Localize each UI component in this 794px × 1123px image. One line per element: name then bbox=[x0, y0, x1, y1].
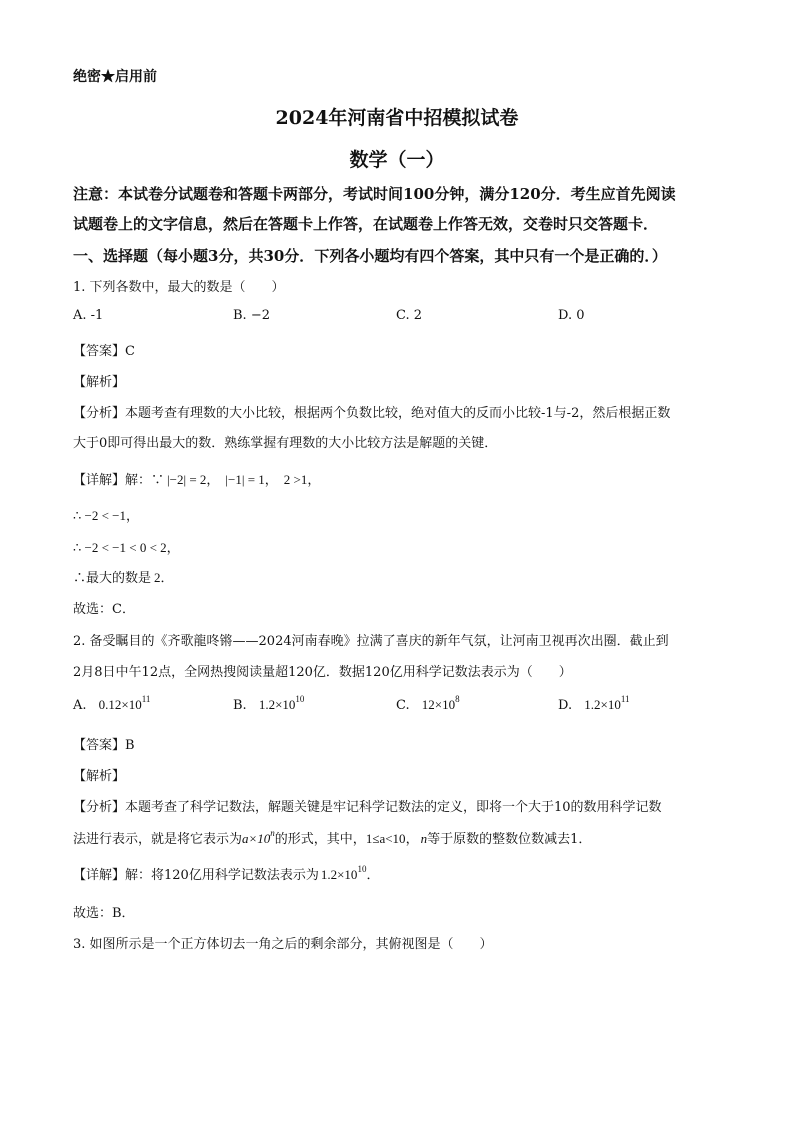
fenxi-text: ， bbox=[405, 832, 419, 847]
result-base: 1.2×10 bbox=[320, 867, 358, 882]
q1-step-3 bbox=[73, 567, 174, 586]
option-label: B. bbox=[233, 698, 247, 713]
question-2-stem-line-2: 2月8日中午12点，全网热搜阅读量超120亿．数据120亿用科学记数法表示为（ ） bbox=[73, 665, 572, 680]
sci-form bbox=[242, 828, 275, 846]
exam-subtitle: 数学（一） bbox=[349, 149, 445, 171]
option-label: D. bbox=[558, 698, 573, 713]
option-value bbox=[98, 694, 151, 712]
q2-option-c bbox=[396, 694, 460, 713]
fenxi-text: 本题考查有理数的大小比较，根据两个负数比较，绝对值大的反而小比较-1与-2，然后根据正数 bbox=[125, 406, 671, 421]
option-exponent: 8 bbox=[455, 694, 460, 704]
q1-answer-value: C bbox=[125, 344, 135, 359]
fenxi-text: 等于原数的整数位数减去1． bbox=[427, 832, 592, 847]
q1-option-d: D. 0 bbox=[558, 308, 585, 323]
question-3-stem: 3. 如图所示是一个正方体切去一角之后的剩余部分，其俯视图是（ ） bbox=[73, 937, 493, 952]
fenxi-text: 法进行表示，就是将它表示为 bbox=[73, 832, 243, 847]
fenxi-text: 本题考查了科学记数法，解题关键是牢记科学记数法的定义，即将一个大于10的数用科学记数 bbox=[125, 800, 662, 815]
fenxi-tag: 【分析】 bbox=[73, 800, 126, 815]
option-base: 12×10 bbox=[421, 697, 456, 712]
q2-answer-value: B bbox=[125, 738, 135, 753]
q2-option-a bbox=[73, 694, 150, 713]
q2-answer-line bbox=[73, 734, 135, 753]
question-2-stem-line-1: 2. 备受瞩目的《齐歌龍咚锵——2024河南春晚》拉满了喜庆的新年气氛，让河南卫视再次出圈．截止到 bbox=[73, 634, 669, 649]
question-1-stem: 1. 下列各数中，最大的数是（ ） bbox=[73, 280, 285, 295]
option-label: A. bbox=[73, 698, 87, 713]
xiangjie-text: ． bbox=[366, 868, 380, 883]
range-expression: 1≤a<10 bbox=[365, 831, 406, 846]
q2-fenxi-line-1 bbox=[73, 796, 662, 815]
step3-text: ∴最大的数是 bbox=[73, 571, 152, 586]
option-value bbox=[421, 694, 460, 712]
result-exponent: 10 bbox=[357, 864, 367, 874]
q2-option-d bbox=[558, 694, 630, 713]
xiangjie-tag: 【详解】 bbox=[73, 473, 126, 488]
q1-step-2: ∴ −2 < −1 < 0 < 2， bbox=[73, 540, 180, 555]
section-heading-choice: 一、选择题（每小题3分，共30分．下列各小题均有四个答案，其中只有一个是正确的．） bbox=[73, 247, 667, 265]
xiangjie-result bbox=[320, 864, 367, 882]
q1-step-1: ∴ −2 < −1， bbox=[73, 508, 140, 523]
answer-tag: 【答案】 bbox=[73, 738, 126, 753]
q1-fenxi-line-2: 大于0即可得出最大的数．熟练掌握有理数的大小比较方法是解题的关键． bbox=[73, 436, 498, 451]
xiangjie-lead: 解：∵ bbox=[125, 473, 165, 488]
xiangjie-text: 解：将120亿用科学记数法表示为 bbox=[125, 868, 319, 883]
notice-line-2: 试题卷上的文字信息，然后在答题卡上作答，在试题卷上作答无效，交卷时只交答题卡． bbox=[73, 215, 659, 233]
q1-answer-line bbox=[73, 340, 135, 359]
option-value bbox=[258, 694, 305, 712]
confidential-mark: 绝密★启用前 bbox=[73, 69, 157, 85]
fenxi-tag: 【分析】 bbox=[73, 406, 126, 421]
sci-form-exponent: n bbox=[270, 828, 275, 838]
option-value bbox=[584, 694, 630, 712]
q2-option-b bbox=[233, 694, 304, 713]
option-exponent: 11 bbox=[620, 694, 630, 704]
q2-select: 故选：B． bbox=[73, 906, 135, 921]
q1-analysis-tag: 【解析】 bbox=[73, 375, 126, 390]
q2-fenxi-line-2 bbox=[73, 828, 591, 847]
step3-value: 2． bbox=[154, 570, 174, 585]
q1-fenxi-line-1 bbox=[73, 402, 670, 421]
xiangjie-tag: 【详解】 bbox=[73, 868, 126, 883]
q1-select: 故选：C． bbox=[73, 602, 135, 617]
q1-option-b: B. −2 bbox=[233, 308, 270, 323]
q2-analysis-tag: 【解析】 bbox=[73, 769, 126, 784]
q1-xiangjie-line bbox=[73, 469, 320, 488]
option-base: 1.2×10 bbox=[258, 697, 296, 712]
option-base: 0.12×10 bbox=[98, 697, 142, 712]
q1-option-c: C. 2 bbox=[396, 308, 423, 323]
option-base: 1.2×10 bbox=[584, 697, 621, 712]
answer-tag: 【答案】 bbox=[73, 344, 126, 359]
variable-n: n bbox=[420, 831, 428, 846]
fenxi-text: 的形式，其中， bbox=[274, 832, 366, 847]
notice-line-1: 注意：本试卷分试题卷和答题卡两部分，考试时间100分钟，满分120分．考生应首先阅读 bbox=[73, 185, 676, 203]
option-exponent: 11 bbox=[141, 694, 151, 704]
option-exponent: 10 bbox=[295, 694, 305, 704]
q1-option-a: A. -1 bbox=[73, 308, 104, 323]
two-gt-one: 2 >1， bbox=[283, 472, 321, 487]
abs-neg-two: |−2| = 2， bbox=[167, 472, 220, 487]
sci-form-base: a×10 bbox=[242, 831, 271, 846]
q2-xiangjie-line bbox=[73, 864, 379, 883]
exam-title: 2024年河南省中招模拟试卷 bbox=[275, 107, 519, 129]
abs-neg-one: |−1| = 1， bbox=[225, 472, 278, 487]
option-label: C. bbox=[396, 698, 410, 713]
